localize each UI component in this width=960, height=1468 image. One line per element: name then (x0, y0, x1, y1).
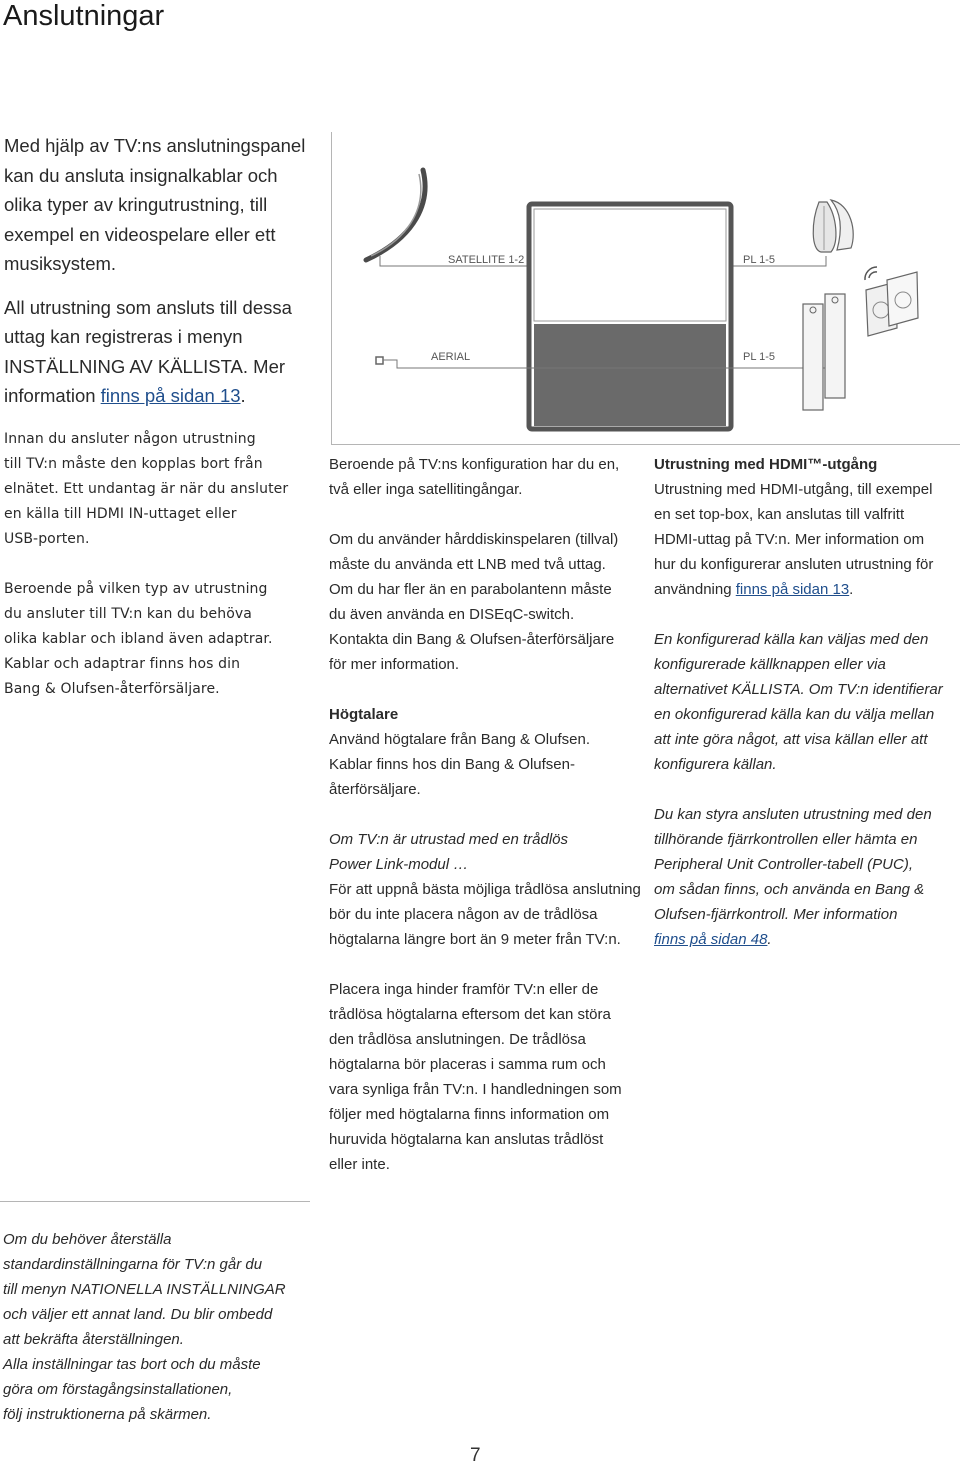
speaker-pair-icon (813, 200, 853, 252)
placement-paragraph: Placera inga hinder framför TV:n eller de trådlösa högtalarna eftersom det kan störa den trådlösa anslutningen. De trådlösa högtalarna bör placeras i samma rum och vara synliga från TV:n. I handledningen som följer med högtalarna finns information om huruvida högtalarna kan anslutas trådlöst eller inte. (329, 981, 622, 1173)
hdmi-heading: Utrustning med HDMI™-utgång (654, 456, 878, 473)
speakers-paragraph: Använd högtalare från Bang & Olufsen. Kablar finns hos din Bang & Olufsen- återförsäljare. (329, 731, 591, 798)
label-aerial: AERIAL (431, 351, 471, 363)
satellite-dish-icon (366, 170, 425, 260)
label-satellite: SATELLITE 1-2 (448, 254, 525, 266)
page-title: Anslutningar (3, 0, 165, 32)
lnb-paragraph: Om du använder hårddiskinspelaren (tillval) måste du använda ett LNB med två uttag. Om du har fler än en parabolantenn måste du även använda en DISEqC-switch. Kontakta din Bang & Olufsen-återförsäljare för mer information. (329, 531, 619, 673)
tv-icon (529, 204, 731, 429)
label-pl-top: PL 1-5 (743, 254, 776, 266)
intro-page-link[interactable]: finns på sidan 13 (100, 385, 241, 406)
column-1 (4, 427, 322, 702)
aerial-plug-icon (376, 357, 383, 364)
unplug-paragraph: Innan du ansluter någon utrustning till TV:n måste den kopplas bort från elnätet. Ett undantag är när du ansluter en källa till HDMI IN-uttaget eller USB-porten. (4, 431, 289, 547)
connection-diagram (331, 132, 960, 444)
floor-speakers-icon (803, 272, 918, 410)
intro-paragraph-2: All utrustning som ansluts till dessa uttag kan registreras i menyn INSTÄLLNING AV KÄLLISTA. Mer information finns på sidan 13. (4, 296, 292, 406)
speakers-heading: Högtalare (329, 706, 399, 723)
hdmi-paragraph: Utrustning med HDMI-utgång, till exempel en set top-box, kan anslutas till valfritt HDMI-uttag på TV:n. Mer information om hur du konfigurerar ansluten utrustning för användning finns på sidan 13. (654, 481, 934, 598)
column-3 (654, 452, 958, 952)
reset-note: Om du behöver återställa standardinställningarna för TV:n går du till menyn NATIONELLA INSTÄLLNINGAR och väljer ett annat land. Du blir ombedd att bekräfta återställningen. Alla inställningar tas bort och du måste göra om förstagångsinstallationen, följ instruktionerna på skärmen. (3, 1231, 286, 1423)
wireless-heading: Om TV:n är utrustad med en trådlös Power Link-modul … (329, 831, 568, 873)
hdmi-page-link[interactable]: finns på sidan 13 (735, 581, 850, 598)
wireless-signal-icon (865, 267, 877, 280)
intro-paragraph-1: Med hjälp av TV:ns anslutningspanel kan du ansluta insignalkablar och olika typer av kringutrustning, till exempel en videospelare eller ett musiksystem. (4, 135, 306, 274)
cables-paragraph: Beroende på vilken typ av utrustning du ansluter till TV:n kan du behöva olika kablar och ibland även adaptrar. Kablar och adaptrar finns hos din Bang & Olufsen-återförsäljare. (4, 581, 273, 697)
satellite-config-paragraph: Beroende på TV:ns konfiguration har du en, två eller inga satellitingångar. (329, 456, 620, 498)
page-number: 7 (470, 1445, 481, 1466)
puc-paragraph: Du kan styra ansluten utrustning med den tillhörande fjärrkontrollen eller hämta en Peripheral Unit Controller-tabell (PUC), om sådan finns, och använda en Bang & Olufsen-fjärrkontroll. Mer information finns på sidan 48. (654, 806, 932, 948)
puc-page-link[interactable]: finns på sidan 48 (654, 931, 768, 948)
note-block (3, 1227, 313, 1427)
wireless-paragraph: För att uppnå bästa möjliga trådlösa anslutning bör du inte placera någon av de trådlösa högtalarna längre bort än 9 meter från TV:n. (329, 881, 641, 948)
column-2 (329, 452, 649, 1177)
note-top-rule (0, 1201, 310, 1202)
label-pl-bottom: PL 1-5 (743, 351, 776, 363)
diagram-bottom-border (331, 444, 960, 445)
intro-block (4, 131, 324, 411)
source-paragraph: En konfigurerad källa kan väljas med den konfigurerade källknappen eller via alternativet KÄLLISTA. Om TV:n identifierar en okonfigurerad källa kan du välja mellan att inte göra något, att visa källan eller att konfigurera källan. (654, 631, 943, 773)
